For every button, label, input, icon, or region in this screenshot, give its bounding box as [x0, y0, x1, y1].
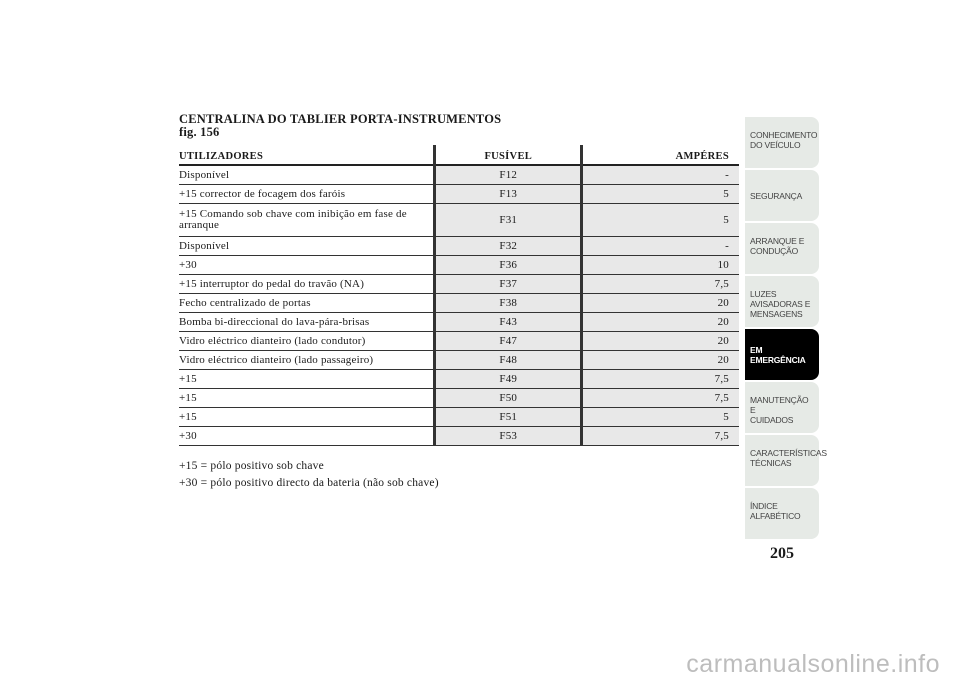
row-fuse: F32 — [435, 237, 582, 256]
table-row — [179, 427, 739, 446]
row-fuse: F50 — [435, 389, 582, 408]
table-row — [179, 294, 739, 313]
tab-arranque-e-conducao[interactable]: ARRANQUE E CONDUÇÃO — [745, 223, 819, 274]
table-row — [179, 275, 739, 294]
row-amperes: 7,5 — [582, 275, 739, 294]
page-number: 205 — [770, 545, 794, 562]
row-fuse: F48 — [435, 351, 582, 370]
table-row — [179, 389, 739, 408]
tab-caracteristicas-tecnicas[interactable]: CARACTERÍSTICAS TÉCNICAS — [745, 435, 819, 486]
row-description: Disponível — [179, 165, 435, 185]
table-row — [179, 204, 739, 237]
row-amperes: 7,5 — [582, 389, 739, 408]
tab-indice-alfabetico[interactable]: ÍNDICE ALFABÉTICO — [745, 488, 819, 539]
footnote-positive-battery: +30 = pólo positivo directo da bateria (não sob chave) — [179, 477, 439, 489]
section-title — [179, 113, 739, 139]
row-amperes: 7,5 — [582, 427, 739, 446]
tab-seguranca[interactable]: SEGURANÇA — [745, 170, 819, 221]
figure-reference: fig. 156 — [179, 125, 220, 139]
row-amperes: 20 — [582, 351, 739, 370]
row-description: Fecho centralizado de portas — [179, 294, 435, 313]
row-fuse: F53 — [435, 427, 582, 446]
row-fuse: F47 — [435, 332, 582, 351]
tab-luzes-avisadoras[interactable]: LUZES AVISADORAS E MENSAGENS — [745, 276, 819, 327]
row-fuse: F13 — [435, 185, 582, 204]
row-amperes: - — [582, 237, 739, 256]
row-amperes: 10 — [582, 256, 739, 275]
watermark: carmanualsonline.info — [686, 650, 940, 678]
row-description: +15 Comando sob chave com inibição em fase de arranque — [179, 204, 435, 237]
row-description: Bomba bi-direccional do lava-pára-brisas — [179, 313, 435, 332]
header-fuse: FUSÍVEL — [435, 145, 582, 165]
row-description: +30 — [179, 427, 435, 446]
header-users: UTILIZADORES — [179, 145, 435, 165]
table-row — [179, 237, 739, 256]
table-row — [179, 165, 739, 185]
row-amperes: 5 — [582, 204, 739, 237]
table-row — [179, 332, 739, 351]
fuse-table — [179, 145, 739, 446]
row-amperes: - — [582, 165, 739, 185]
header-amperes: AMPÉRES — [582, 145, 739, 165]
row-fuse: F49 — [435, 370, 582, 389]
row-description: +30 — [179, 256, 435, 275]
row-amperes: 5 — [582, 185, 739, 204]
row-description: +15 — [179, 389, 435, 408]
tab-conhecimento-do-veiculo[interactable]: CONHECIMENTO DO VEÍCULO — [745, 117, 819, 168]
row-fuse: F12 — [435, 165, 582, 185]
row-description: Vidro eléctrico dianteiro (lado passageiro) — [179, 351, 435, 370]
row-fuse: F38 — [435, 294, 582, 313]
row-amperes: 5 — [582, 408, 739, 427]
table-row — [179, 351, 739, 370]
tab-manutencao-e-cuidados[interactable]: MANUTENÇÃO E CUIDADOS — [745, 382, 819, 433]
row-fuse: F36 — [435, 256, 582, 275]
row-description: +15 interruptor do pedal do travão (NA) — [179, 275, 435, 294]
row-fuse: F51 — [435, 408, 582, 427]
row-description: +15 corrector de focagem dos faróis — [179, 185, 435, 204]
table-row — [179, 408, 739, 427]
chapter-sidebar — [745, 117, 827, 541]
row-fuse: F37 — [435, 275, 582, 294]
row-amperes: 20 — [582, 332, 739, 351]
section-title-line1: CENTRALINA DO TABLIER PORTA-INSTRUMENTOS — [179, 112, 502, 126]
row-fuse: F43 — [435, 313, 582, 332]
row-fuse: F31 — [435, 204, 582, 237]
table-row — [179, 256, 739, 275]
row-description: +15 — [179, 370, 435, 389]
footnotes — [179, 458, 739, 492]
tab-em-emergencia[interactable]: EM EMERGÊNCIA — [745, 329, 819, 380]
row-description: +15 — [179, 408, 435, 427]
table-row — [179, 370, 739, 389]
table-row — [179, 185, 739, 204]
row-amperes: 7,5 — [582, 370, 739, 389]
table-row — [179, 313, 739, 332]
row-amperes: 20 — [582, 313, 739, 332]
row-amperes: 20 — [582, 294, 739, 313]
footnote-positive-key: +15 = pólo positivo sob chave — [179, 460, 324, 472]
table-header-row — [179, 145, 739, 165]
row-description: Disponível — [179, 237, 435, 256]
row-description: Vidro eléctrico dianteiro (lado condutor) — [179, 332, 435, 351]
